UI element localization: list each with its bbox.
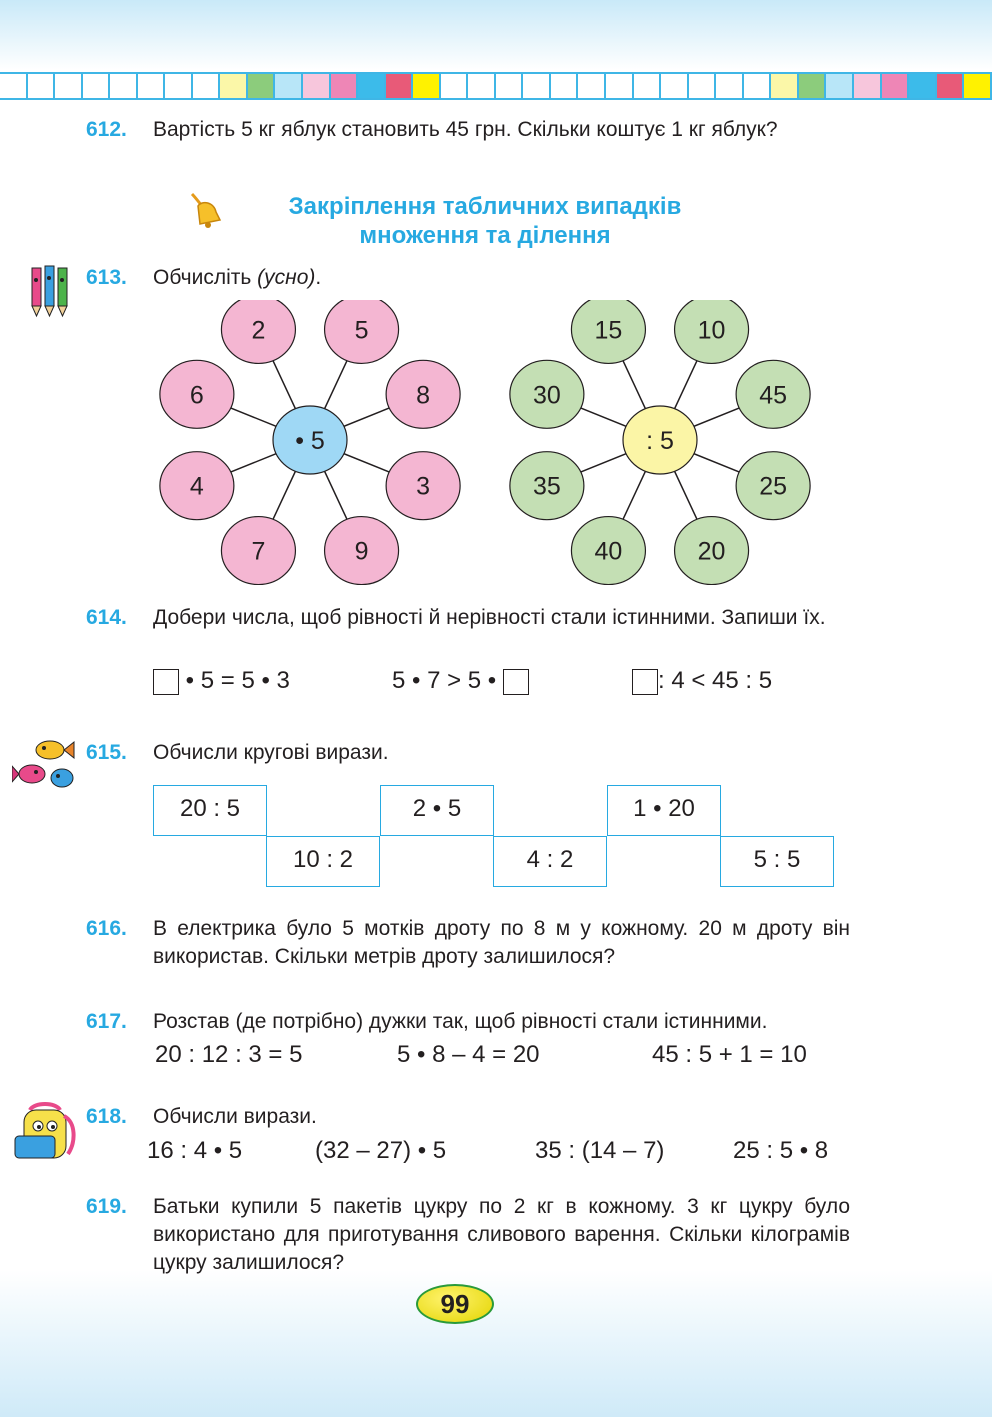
strip-cell	[496, 74, 524, 98]
petal-number: 4	[189, 472, 204, 501]
expression-text: 5 • 7 > 5 •	[392, 667, 497, 694]
petal-number: 7	[251, 537, 266, 566]
expression-617-2: 5 • 8 – 4 = 20	[397, 1041, 540, 1068]
strip-cell	[689, 74, 717, 98]
petal-number: 3	[416, 472, 431, 501]
strip-cell	[83, 74, 111, 98]
petal-number: 9	[354, 537, 369, 566]
strip-cell	[661, 74, 689, 98]
exercise-text-614: Добери числа, щоб рівності й нерівності стали істинними. Запиши їх.	[153, 606, 826, 629]
strip-cell	[303, 74, 331, 98]
expression-618-1: 16 : 4 • 5	[147, 1137, 243, 1164]
chain-cell: 4 : 2	[493, 836, 607, 887]
expression-text: • 5 = 5 • 3	[185, 667, 290, 694]
petal-number: 2	[251, 316, 266, 345]
petal-number: 35	[532, 472, 561, 501]
exercise-text-618: Обчисли вирази.	[153, 1105, 317, 1128]
strip-cell	[523, 74, 551, 98]
exercise-number-612: 612.	[86, 118, 127, 141]
section-title-line-2: множення та ділення	[359, 222, 611, 249]
chain-cell: 20 : 5	[153, 785, 267, 836]
page-number: 99	[416, 1284, 494, 1324]
strip-cell	[386, 74, 414, 98]
exercise-number-615: 615.	[86, 741, 127, 764]
strip-cell	[55, 74, 83, 98]
strip-cell	[275, 74, 303, 98]
exercise-text-619: Батьки купили 5 пакетів цукру по 2 кг в кожному. 3 кг цукру було використано для приготування сливового варення. Скільки кілограмів цукру залишилося?	[153, 1195, 850, 1274]
strip-cell	[358, 74, 386, 98]
expression-614-2	[392, 667, 529, 695]
strip-cell	[193, 74, 221, 98]
chain-cell: 5 : 5	[720, 836, 834, 887]
instruction: Обчисліть	[153, 266, 252, 289]
petal-number: 8	[416, 381, 431, 410]
petal-number: 45	[759, 381, 788, 410]
petal-number: 10	[697, 316, 726, 345]
strip-cell	[744, 74, 772, 98]
answer-box[interactable]	[632, 669, 658, 695]
strip-cell	[331, 74, 359, 98]
expression-614-3	[632, 667, 772, 695]
decorative-strip	[0, 72, 992, 100]
division-flower	[500, 300, 820, 585]
chain-cell: 1 • 20	[607, 785, 721, 836]
strip-cell	[413, 74, 441, 98]
chain-cell: 10 : 2	[266, 836, 380, 887]
section-title-line-1: Закріплення табличних випадків	[288, 193, 682, 220]
petal-number: 25	[759, 472, 788, 501]
strip-cell	[799, 74, 827, 98]
expression-614-1	[153, 667, 290, 695]
strip-cell	[165, 74, 193, 98]
strip-cell	[441, 74, 469, 98]
strip-cell	[909, 74, 937, 98]
strip-cell	[634, 74, 662, 98]
exercise-number-614: 614.	[86, 606, 127, 629]
strip-cell	[28, 74, 56, 98]
expression-617-1: 20 : 12 : 3 = 5	[155, 1041, 303, 1068]
section-heading	[200, 192, 770, 250]
fish-icon	[12, 734, 78, 792]
strip-cell	[138, 74, 166, 98]
strip-cell	[220, 74, 248, 98]
multiplication-flower	[150, 300, 470, 585]
exercise-text-612: Вартість 5 кг яблук становить 45 грн. Скільки коштує 1 кг яблук?	[153, 118, 778, 141]
answer-box[interactable]	[153, 669, 179, 695]
strip-cell	[771, 74, 799, 98]
strip-cell	[468, 74, 496, 98]
petal-number: 6	[189, 381, 204, 410]
strip-cell	[964, 74, 992, 98]
flower-center-label: • 5	[295, 427, 325, 455]
strip-cell	[937, 74, 965, 98]
exercise-number-617: 617.	[86, 1010, 127, 1033]
answer-box[interactable]	[503, 669, 529, 695]
strip-cell	[854, 74, 882, 98]
instruction-note: (усно)	[257, 266, 316, 289]
exercise-text-616: В електрика було 5 мотків дроту по 8 м у кожному. 20 м дроту він використав. Скільки метрів дроту залишилося?	[153, 917, 850, 968]
exercise-number-619: 619.	[86, 1195, 127, 1218]
exercise-number-618: 618.	[86, 1105, 127, 1128]
backpack-icon	[12, 1102, 78, 1166]
petal-number: 30	[532, 381, 561, 410]
exercise-text-615: Обчисли кругові вирази.	[153, 741, 389, 764]
expression-617-3: 45 : 5 + 1 = 10	[652, 1041, 807, 1068]
strip-cell	[248, 74, 276, 98]
exercise-text-617: Розстав (де потрібно) дужки так, щоб рівності стали істинними.	[153, 1010, 768, 1033]
exercise-text-613	[153, 264, 850, 292]
expression-text: : 4 < 45 : 5	[658, 667, 773, 694]
strip-cell	[551, 74, 579, 98]
petal-number: 20	[697, 537, 726, 566]
strip-cell	[0, 74, 28, 98]
strip-cell	[110, 74, 138, 98]
instruction-dot: .	[315, 266, 322, 289]
strip-cell	[882, 74, 910, 98]
strip-cell	[826, 74, 854, 98]
flower-center-label: : 5	[646, 427, 674, 455]
expression-618-2: (32 – 27) • 5	[315, 1137, 447, 1164]
chain-cell: 2 • 5	[380, 785, 494, 836]
petal-number: 15	[594, 316, 623, 345]
petal-number: 5	[354, 316, 369, 345]
pencils-icon	[20, 262, 80, 318]
strip-cell	[606, 74, 634, 98]
strip-cell	[578, 74, 606, 98]
exercise-number-613: 613.	[86, 266, 127, 289]
expression-618-4: 25 : 5 • 8	[733, 1137, 829, 1164]
expression-618-3: 35 : (14 – 7)	[535, 1137, 665, 1164]
petal-number: 40	[594, 537, 623, 566]
strip-cell	[716, 74, 744, 98]
exercise-number-616: 616.	[86, 917, 127, 940]
